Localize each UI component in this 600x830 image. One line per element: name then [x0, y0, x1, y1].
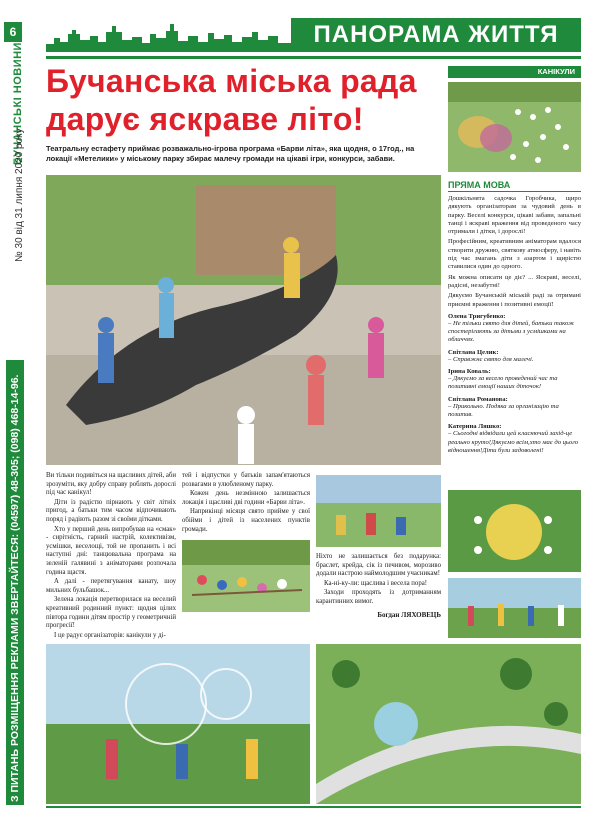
- quote-text: – Дякуємо за весело проведений час та позитивні емоції наших діточок!: [448, 375, 558, 391]
- article-paragraph: Хто у перший день випробував на «смак» - сирітність, гарний настрій, колективізм, усмішки, веселощі, той не пропанить і всі наступні дні: танцювальна програма на зеленій галявині з аніматорами розпочала година щастя.: [46, 525, 176, 576]
- quote-author: Світлана Целик:: [448, 348, 499, 356]
- butterfly-photo: [448, 82, 581, 172]
- article-paragraph: І це радує організаторів: канікули у ді-: [54, 631, 166, 639]
- park-aerial-photo: [316, 644, 581, 804]
- article-paragraph: Наприкінці місяця свято прийме у свої обійми і дітей із населених пунктів громади.: [182, 508, 310, 533]
- article-column-2: [182, 472, 310, 535]
- article-paragraph: Ка-ні-ку-ли: щаслива і весела пора!: [324, 579, 428, 587]
- footer-rule: [46, 806, 581, 808]
- article-paragraph: Заходи проходять із дотриманням карантинних вимог.: [316, 589, 441, 605]
- article-paragraph: тей і відпустки у батьків запам'ятаються розвагами в улюбленому парку.: [182, 472, 310, 488]
- lead-paragraph: Театральну естафету приймає розважально-ігрова програма «Барви літа», яка щодня, о 17год., на локації «Метелики» у міському парку збирає малечу громади на цікаві ігри, конкурси, забави.: [46, 144, 415, 163]
- article-column-1: [46, 472, 176, 641]
- direct-speech-box: [448, 180, 581, 482]
- circle-of-kids-photo: [448, 490, 581, 572]
- box-paragraph: Дошкільнята садочка Горобчика, щиро дякують організаторам за чудовий день в парку. Веселі конкурси, цікаві забави, запальні танці і яскраві враження від проведеного часу отримали і дітки, і дорослі!: [448, 195, 581, 236]
- article-column-3: [316, 553, 441, 619]
- page-number: 6: [4, 22, 22, 42]
- quote-author: Світлана Романова:: [448, 395, 508, 403]
- issue-date: № 30 від 31 липня 2020 року: [14, 128, 25, 262]
- quote-text: – Не тільки свято для дітей, батьки також спостерігають за дітьми з усмішками на обличчях.: [448, 319, 575, 344]
- quote-text: – Справжнє свято для малечі.: [448, 355, 534, 363]
- kids-playing-photo: [182, 540, 310, 612]
- quote-text: – Прикольно. Подяка за організацію та позитив.: [448, 402, 559, 418]
- header-rule: [46, 56, 581, 59]
- left-sidebar: [0, 0, 46, 830]
- article-paragraph: Зелена локація перетворилася на веселий креативний родинний пункт: щодня цілих півтора години дітям простір у геометричній прогресії!: [46, 596, 176, 630]
- article-paragraph: Ви тільки подивіться на щасливих дітей, аби зрозуміти, яку добру справу роблять дорослі під час канікул!: [46, 472, 176, 497]
- article-paragraph: Діти із радістю пірнають у світ літніх пригод, а батьки тим часом відпочивають поряд і радіють разом зі своїми дітками.: [46, 498, 176, 523]
- quote-text: – Сьогодні відвідали цей класнючий захід-це реально круто!Дякуємо всім,хто має до цього відношення!Діти були задоволені!: [448, 430, 579, 454]
- headline: Бучанська міська рада дарує яскраве літо!: [46, 63, 417, 137]
- dancing-kids-photo: [448, 578, 581, 638]
- box-paragraph: Дякуємо Бучанській міській раді за отримані приємні враження і позитивні емоції!: [448, 292, 581, 308]
- quote-author: Олена Тригубенко:: [448, 312, 506, 320]
- article-paragraph: А далі - перетягування канату, шоу мильних бульбашок...: [46, 578, 176, 594]
- article-paragraph: Ніхто не залишається без подарунка: браслет, крейда, сік із печивом, морозиво додали настрою наймолодшим учасникам!: [316, 553, 441, 578]
- rubric-title: ПАНОРАМА ЖИТТЯ: [291, 18, 581, 52]
- brand-name: БУЧАНСЬКІ НОВИНИ: [12, 42, 24, 165]
- box-paragraph: Професійним, креативним аніматорам вдалося створити дружню, святкову атмосферу, і навіть під час змагань діти з азартом і щирістю ставилися один до одного.: [448, 238, 581, 271]
- direct-speech-title: ПРЯМА МОВА: [448, 180, 581, 192]
- bubble-show-photo: [46, 644, 310, 804]
- city-skyline-icon: [46, 22, 291, 52]
- article-paragraph: Кожен день незмінною залишається локація і щасливі дві години «Барви літа».: [182, 490, 310, 506]
- quote-author: Катерина Ляшко:: [448, 423, 502, 431]
- masthead: [46, 18, 581, 54]
- main-photo-dinosaur-sculpture: [46, 175, 441, 465]
- quote-author: Ірина Коваль:: [448, 368, 491, 376]
- section-tag: КАНІКУЛИ: [448, 66, 581, 78]
- ad-contact-note: З ПИТАНЬ РОЗМІЩЕННЯ РЕКЛАМИ ЗВЕРТАЙТЕСЯ: (04597) 48-305; (098) 468-14-96.: [9, 374, 21, 802]
- playground-photo: [316, 475, 441, 547]
- box-paragraph: Як можна описати це діє? ... Яскраві, веселі, радісні, незабутні!: [448, 273, 581, 289]
- article-author: Богдан ЛЯХОВЕЦЬ: [377, 610, 441, 619]
